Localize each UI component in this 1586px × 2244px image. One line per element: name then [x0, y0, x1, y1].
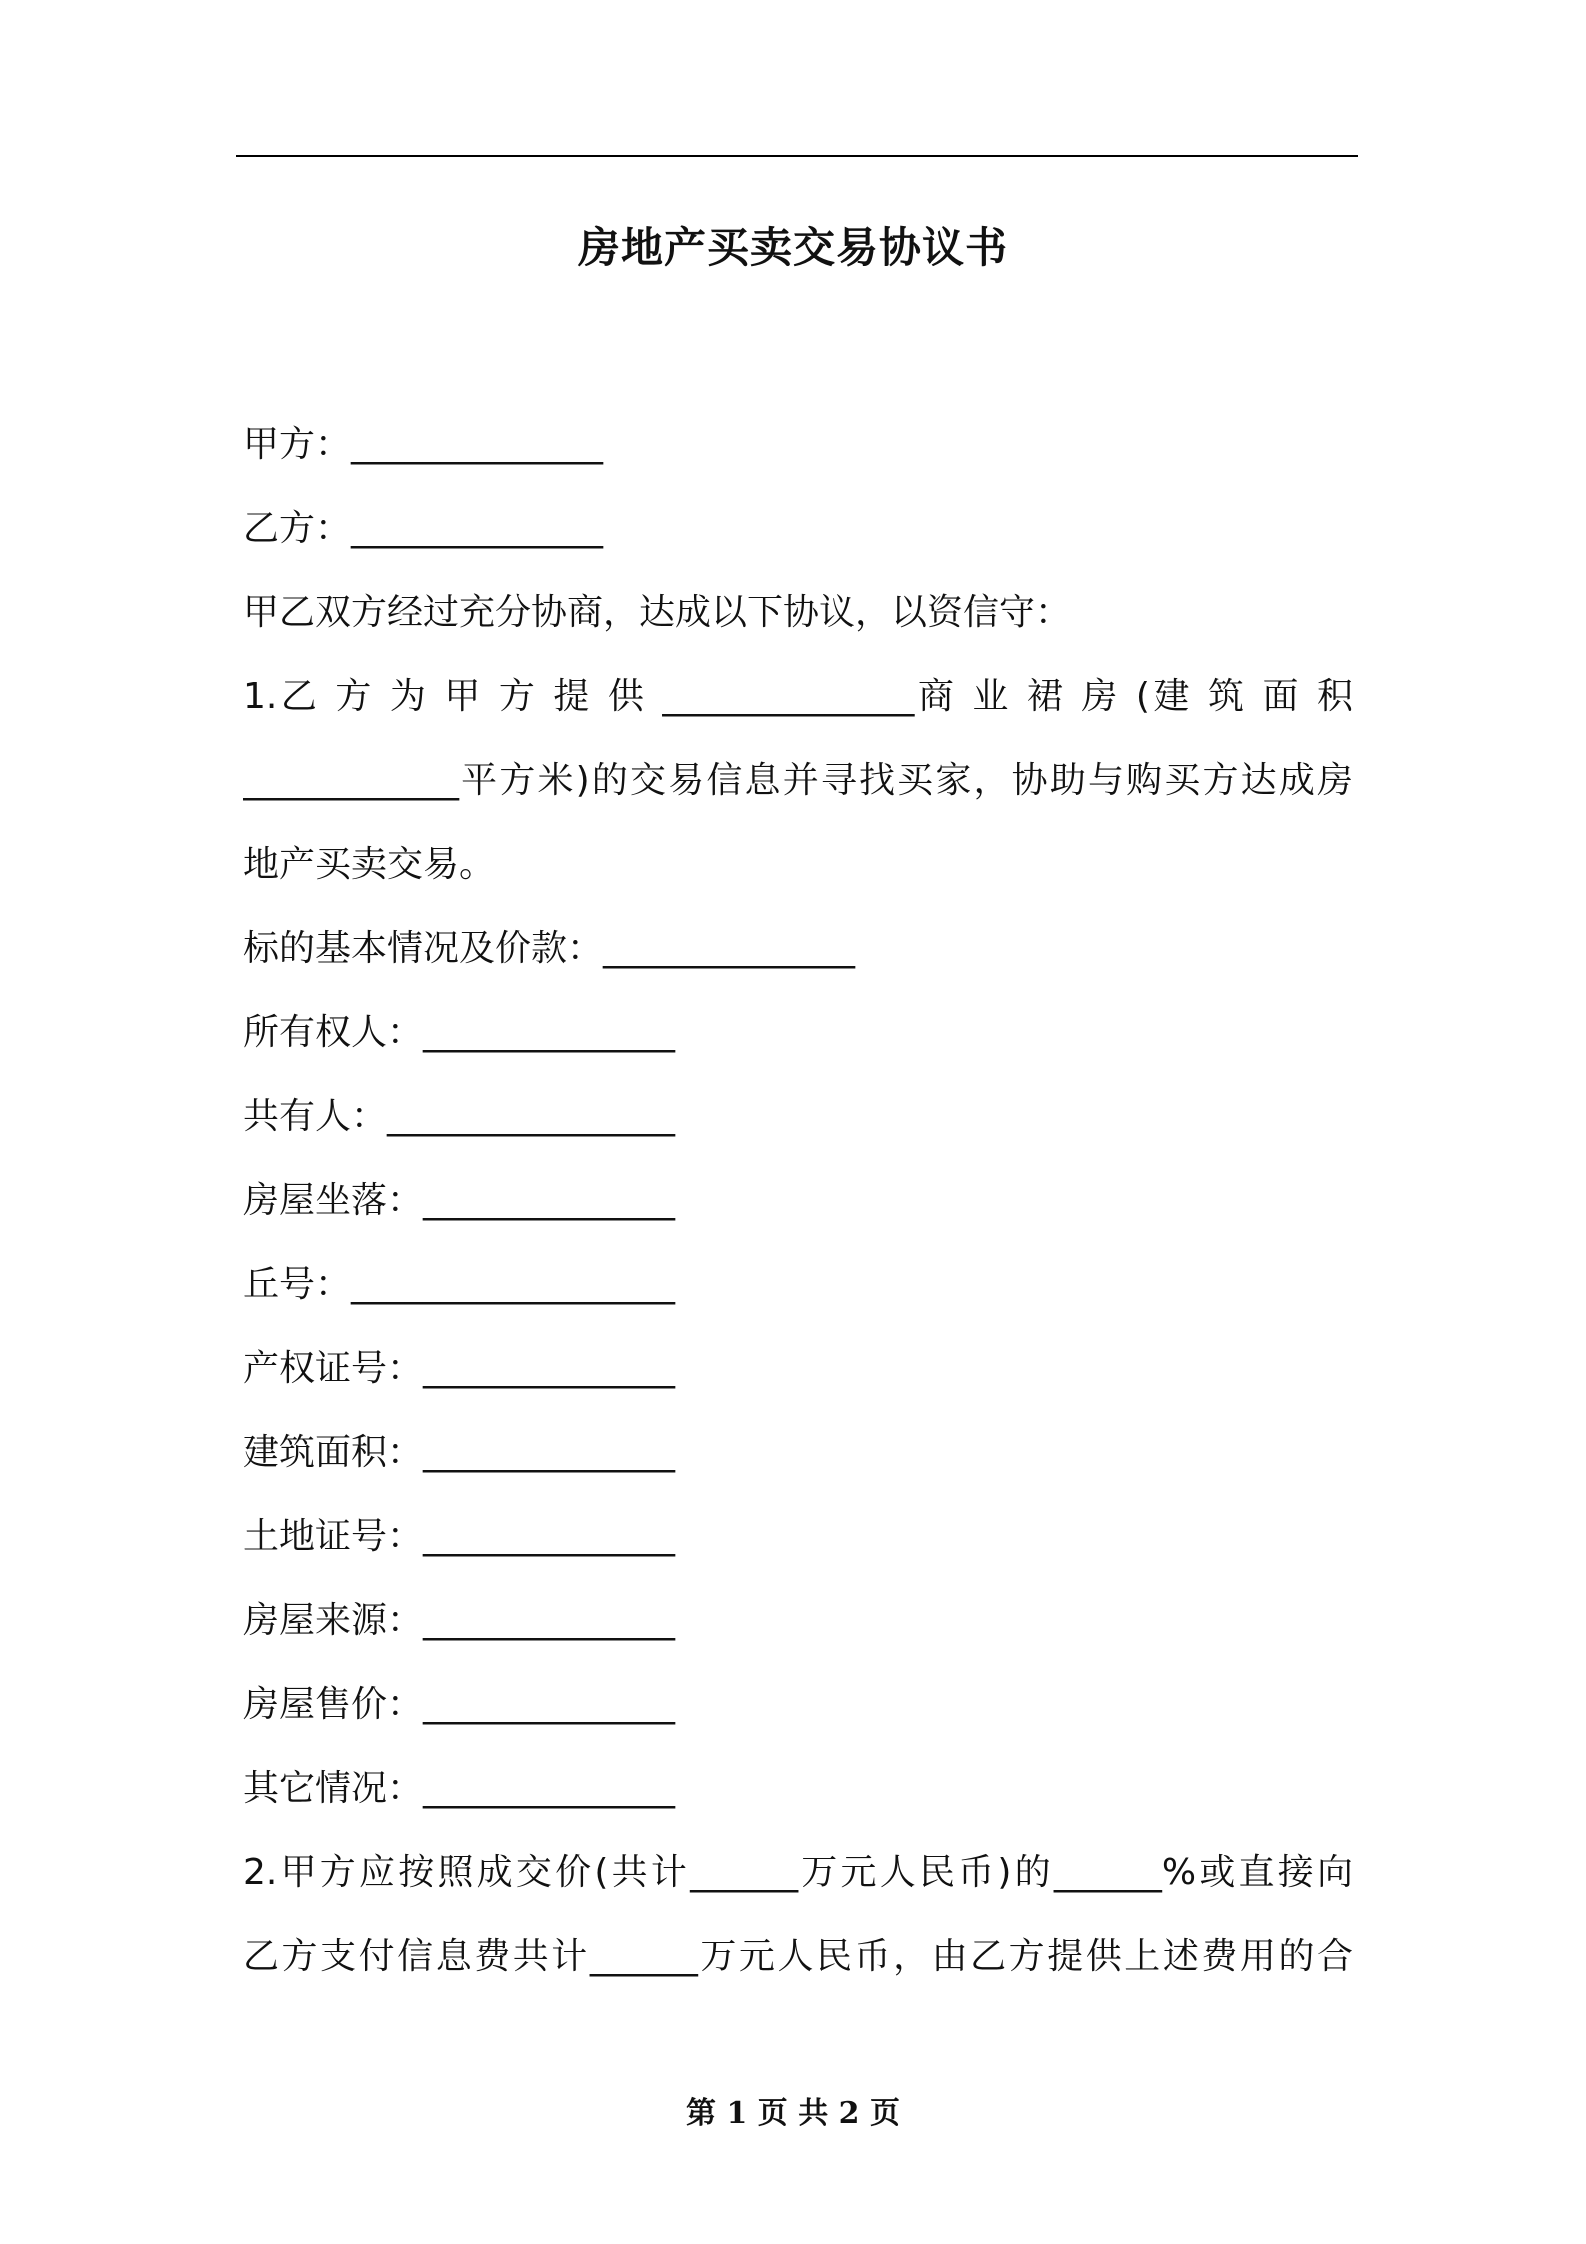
- parcel-number-line: 丘号：__________________: [243, 1264, 676, 1305]
- other-info-line: 其它情况：______________: [243, 1768, 676, 1809]
- page-number-footer: 第 1 页 共 2 页: [686, 2096, 900, 2131]
- clause-2-line-2: 乙方支付信息费共计______万元人民币，由乙方提供上述费用的合: [243, 1936, 1353, 1977]
- owner-line: 所有权人：______________: [243, 1012, 676, 1053]
- co-owner-line: 共有人：________________: [243, 1096, 676, 1137]
- land-certificate-line: 土地证号：______________: [243, 1516, 676, 1557]
- party-b-line: 乙方：______________: [243, 508, 604, 549]
- document-title: 房地产买卖交易协议书: [577, 223, 1008, 272]
- house-location-line: 房屋坐落：______________: [243, 1180, 676, 1221]
- clause-1-line-2: ____________平方米)的交易信息并寻找买家，协助与购买方达成房: [243, 760, 1353, 801]
- building-area-line: 建筑面积：______________: [243, 1432, 676, 1473]
- clause-2-line-1: 2.甲方应按照成交价(共计______万元人民币)的______%或直接向: [243, 1852, 1353, 1893]
- house-price-line: 房屋售价：______________: [243, 1684, 676, 1725]
- property-certificate-line: 产权证号：______________: [243, 1348, 676, 1389]
- party-a-line: 甲方：______________: [243, 424, 604, 465]
- agreement-intro-line: 甲乙双方经过充分协商，达成以下协议，以资信守：: [243, 592, 1072, 633]
- house-source-line: 房屋来源：______________: [243, 1600, 676, 1641]
- header-rule: [236, 155, 1358, 157]
- document-body: [243, 403, 1353, 1999]
- clause-1-line-3: 地产买卖交易。: [243, 844, 496, 885]
- clause-1-line-1: 1.乙 方 为 甲 方 提 供 ______________商 业 裙 房 (建 筑 面 积: [243, 676, 1353, 717]
- subject-info-line: 标的基本情况及价款：______________: [243, 928, 856, 969]
